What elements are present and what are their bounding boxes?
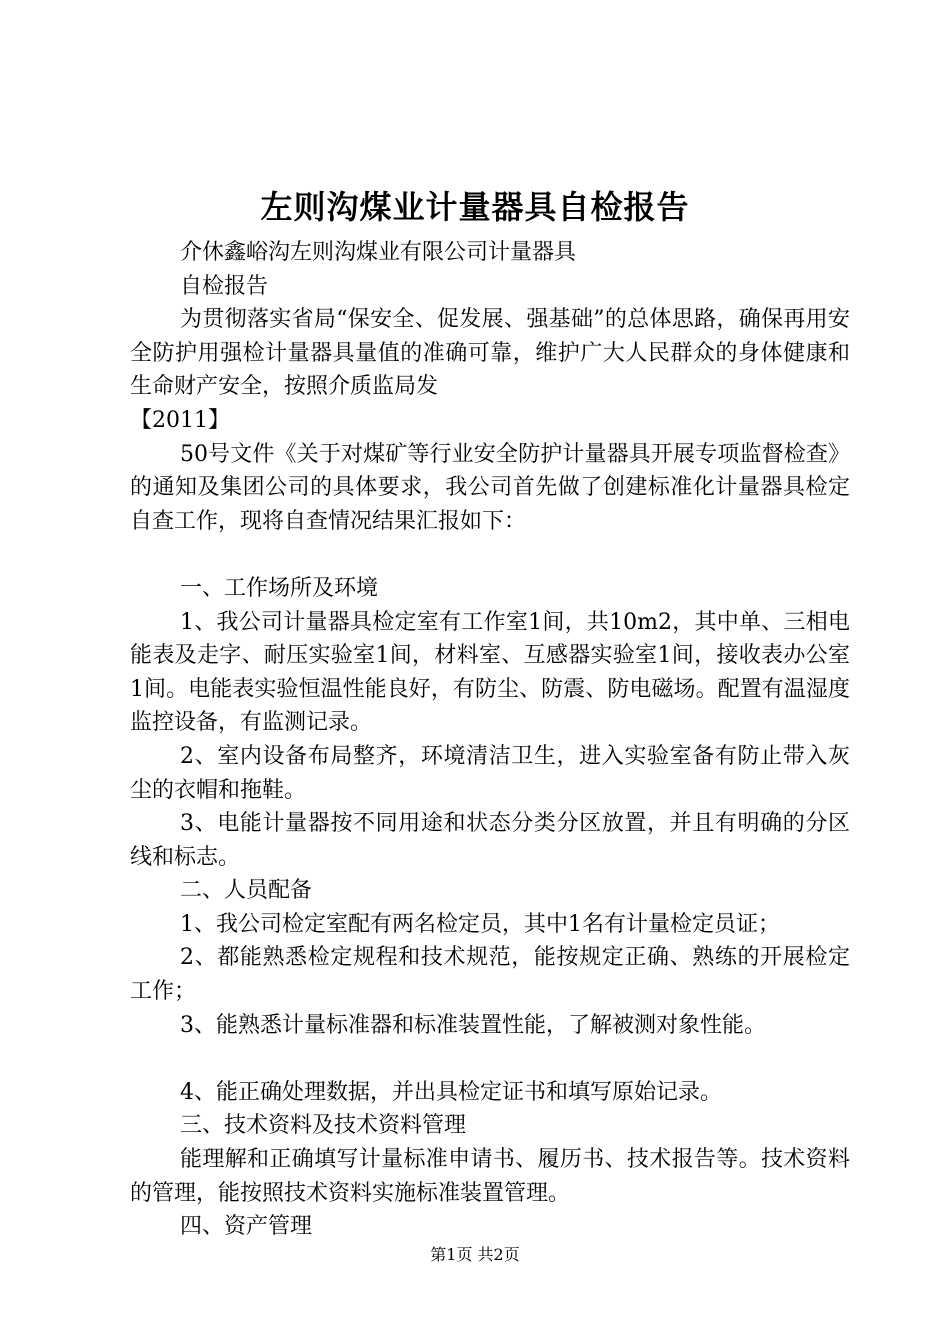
paragraph-2-2: 2、都能熟悉检定规程和技术规范，能按规定正确、熟练的开展检定工作；	[130, 945, 850, 1005]
paragraph-report-label: 自检报告	[180, 273, 269, 299]
paragraph-1-2: 2、室内设备布局整齐，环境清洁卫生，进入实验室备有防止带入灰尘的衣帽和拖鞋。	[130, 743, 850, 803]
document-title: 左则沟煤业计量器具自检报告	[260, 188, 690, 226]
document-body	[130, 236, 850, 1244]
paragraph-company: 介休鑫峪沟左则沟煤业有限公司计量器具	[180, 240, 577, 265]
paragraph-2-3: 3、能熟悉计量标准器和标准装置性能，了解被测对象性能。	[180, 1012, 766, 1038]
paragraph-1-1: 1、我公司计量器具检定室有工作室1间，共10m2，其中单、三相电能表及走字、耐压实验室1间，材料室、互感器实验室1间，接收表办公室1间。电能表实验恒温性能良好，有防尘、防震、防电磁场。配置有温湿度监控设备，有监测记录。	[130, 609, 850, 736]
blank-line	[130, 538, 850, 572]
section-heading-2: 二、人员配备	[180, 878, 313, 904]
section-heading-3: 三、技术资料及技术资料管理	[180, 1113, 467, 1139]
paragraph-3-1: 能理解和正确填写计量标准申请书、履历书、技术报告等。技术资料的管理，能按照技术资料实施标准装置管理。	[130, 1147, 850, 1206]
blank-line	[130, 1042, 850, 1076]
section-heading-4: 四、资产管理	[180, 1214, 313, 1240]
paragraph-document-ref: 50号文件《关于对煤矿等行业安全防护计量器具开展专项监督检查》的通知及集团公司的具体要求，我公司首先做了创建标准化计量器具检定自查工作，现将自查情况结果汇报如下：	[130, 441, 850, 534]
paragraph-2-1: 1、我公司检定室配有两名检定员，其中1名有计量检定员证；	[180, 911, 780, 937]
paragraph-intro: 为贯彻落实省局“保安全、促发展、强基础”的总体思路，确保再用安全防护用强检计量器具量值的准确可靠，维护广大人民群众的身体健康和生命财产安全，按照介质监局发	[130, 307, 850, 400]
paragraph-year: 【2011】	[130, 407, 230, 433]
paragraph-1-3: 3、电能计量器按不同用途和状态分类分区放置，并且有明确的分区线和标志。	[130, 811, 850, 870]
page-footer: 第1页 共2页	[430, 1245, 520, 1264]
section-heading-1: 一、工作场所及环境	[180, 575, 379, 601]
paragraph-2-4: 4、能正确处理数据，并出具检定证书和填写原始记录。	[180, 1079, 722, 1105]
